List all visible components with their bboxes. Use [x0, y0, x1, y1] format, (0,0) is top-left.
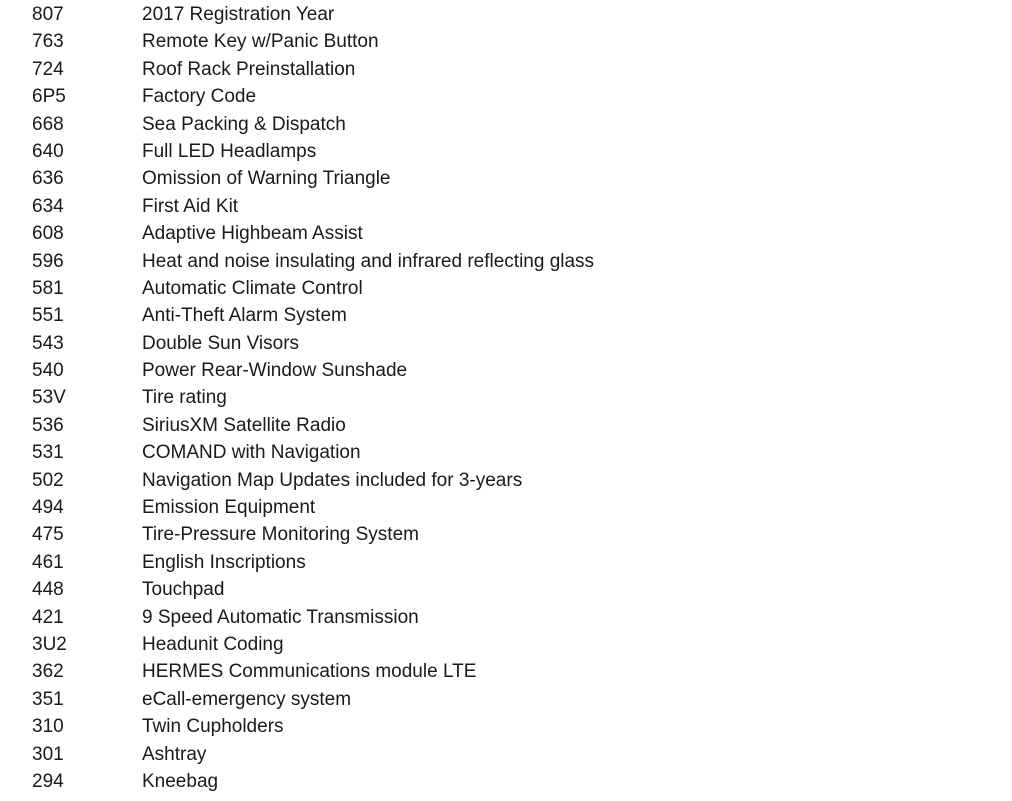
- option-code: 636: [32, 168, 64, 190]
- option-row: [0, 439, 1012, 466]
- option-description: Full LED Headlamps: [142, 140, 317, 162]
- option-code: 351: [32, 688, 64, 710]
- option-row: [0, 83, 1012, 110]
- option-description: Ashtray: [142, 743, 207, 765]
- option-code: 294: [32, 770, 64, 792]
- option-description: Heat and noise insulating and infrared reflecting glass: [142, 250, 595, 272]
- option-row: [0, 713, 1012, 740]
- option-row: [0, 604, 1012, 631]
- option-description: English Inscriptions: [142, 551, 306, 573]
- option-description: Factory Code: [142, 86, 257, 108]
- option-code: 640: [32, 140, 64, 162]
- option-code: 807: [32, 4, 64, 25]
- option-description: Power Rear-Window Sunshade: [142, 360, 408, 382]
- option-row: [0, 658, 1012, 685]
- option-description: 2017 Registration Year: [142, 4, 335, 25]
- option-row: [0, 111, 1012, 138]
- option-description: Kneebag: [142, 770, 219, 792]
- option-description: Automatic Climate Control: [142, 277, 363, 299]
- option-description: HERMES Communications module LTE: [142, 661, 477, 683]
- option-row: [0, 1, 1012, 28]
- option-code: 668: [32, 113, 64, 135]
- option-code: 494: [32, 497, 64, 519]
- option-code: 543: [32, 332, 64, 354]
- option-row: [0, 302, 1012, 329]
- option-row: [0, 631, 1012, 658]
- option-row: [0, 165, 1012, 192]
- option-row: [0, 494, 1012, 521]
- option-code: 310: [32, 716, 64, 738]
- option-code: 461: [32, 551, 64, 573]
- option-code: 634: [32, 195, 64, 217]
- option-description: Sea Packing & Dispatch: [142, 113, 346, 135]
- option-description: Touchpad: [142, 579, 225, 601]
- option-row: [0, 467, 1012, 494]
- option-code: 763: [32, 31, 64, 53]
- option-description: eCall-emergency system: [142, 688, 352, 710]
- option-description: Adaptive Highbeam Assist: [142, 223, 363, 245]
- option-row: [0, 28, 1012, 55]
- option-row: [0, 741, 1012, 768]
- option-code: 301: [32, 743, 64, 765]
- option-code: 448: [32, 579, 64, 601]
- option-row: [0, 549, 1012, 576]
- option-description: Omission of Warning Triangle: [142, 168, 391, 190]
- option-code-list: [0, 1, 1012, 795]
- option-code: 502: [32, 469, 64, 491]
- option-row: [0, 248, 1012, 275]
- option-code: 536: [32, 414, 64, 436]
- option-description: Anti-Theft Alarm System: [142, 305, 347, 327]
- option-code: 608: [32, 223, 64, 245]
- option-description: Tire rating: [142, 387, 227, 409]
- option-code: 475: [32, 524, 64, 546]
- option-description: Remote Key w/Panic Button: [142, 31, 379, 53]
- option-row: [0, 576, 1012, 603]
- option-description: Twin Cupholders: [142, 716, 284, 738]
- option-code: 551: [32, 305, 64, 327]
- option-row: [0, 56, 1012, 83]
- option-code: 540: [32, 360, 64, 382]
- option-row: [0, 768, 1012, 795]
- option-code: 724: [32, 58, 64, 80]
- option-description: Emission Equipment: [142, 497, 316, 519]
- option-code: 3U2: [32, 633, 67, 655]
- option-row: [0, 412, 1012, 439]
- option-description: Navigation Map Updates included for 3-years: [142, 469, 523, 491]
- option-row: [0, 275, 1012, 302]
- option-description: Tire-Pressure Monitoring System: [142, 524, 419, 546]
- option-row: [0, 521, 1012, 548]
- option-code: 362: [32, 661, 64, 683]
- option-code: 6P5: [32, 86, 66, 108]
- option-row: [0, 686, 1012, 713]
- option-code: 421: [32, 606, 64, 628]
- option-row: [0, 138, 1012, 165]
- option-code: 581: [32, 277, 64, 299]
- option-code: 531: [32, 442, 64, 464]
- option-code: 596: [32, 250, 64, 272]
- option-row: [0, 193, 1012, 220]
- option-description: COMAND with Navigation: [142, 442, 361, 464]
- option-row: [0, 220, 1012, 247]
- option-description: Double Sun Visors: [142, 332, 300, 354]
- option-description: Headunit Coding: [142, 633, 284, 655]
- option-code: 53V: [32, 387, 66, 409]
- option-row: [0, 384, 1012, 411]
- option-description: SiriusXM Satellite Radio: [142, 414, 346, 436]
- option-row: [0, 357, 1012, 384]
- option-description: First Aid Kit: [142, 195, 239, 217]
- option-row: [0, 330, 1012, 357]
- option-description: Roof Rack Preinstallation: [142, 58, 356, 80]
- option-description: 9 Speed Automatic Transmission: [142, 606, 419, 628]
